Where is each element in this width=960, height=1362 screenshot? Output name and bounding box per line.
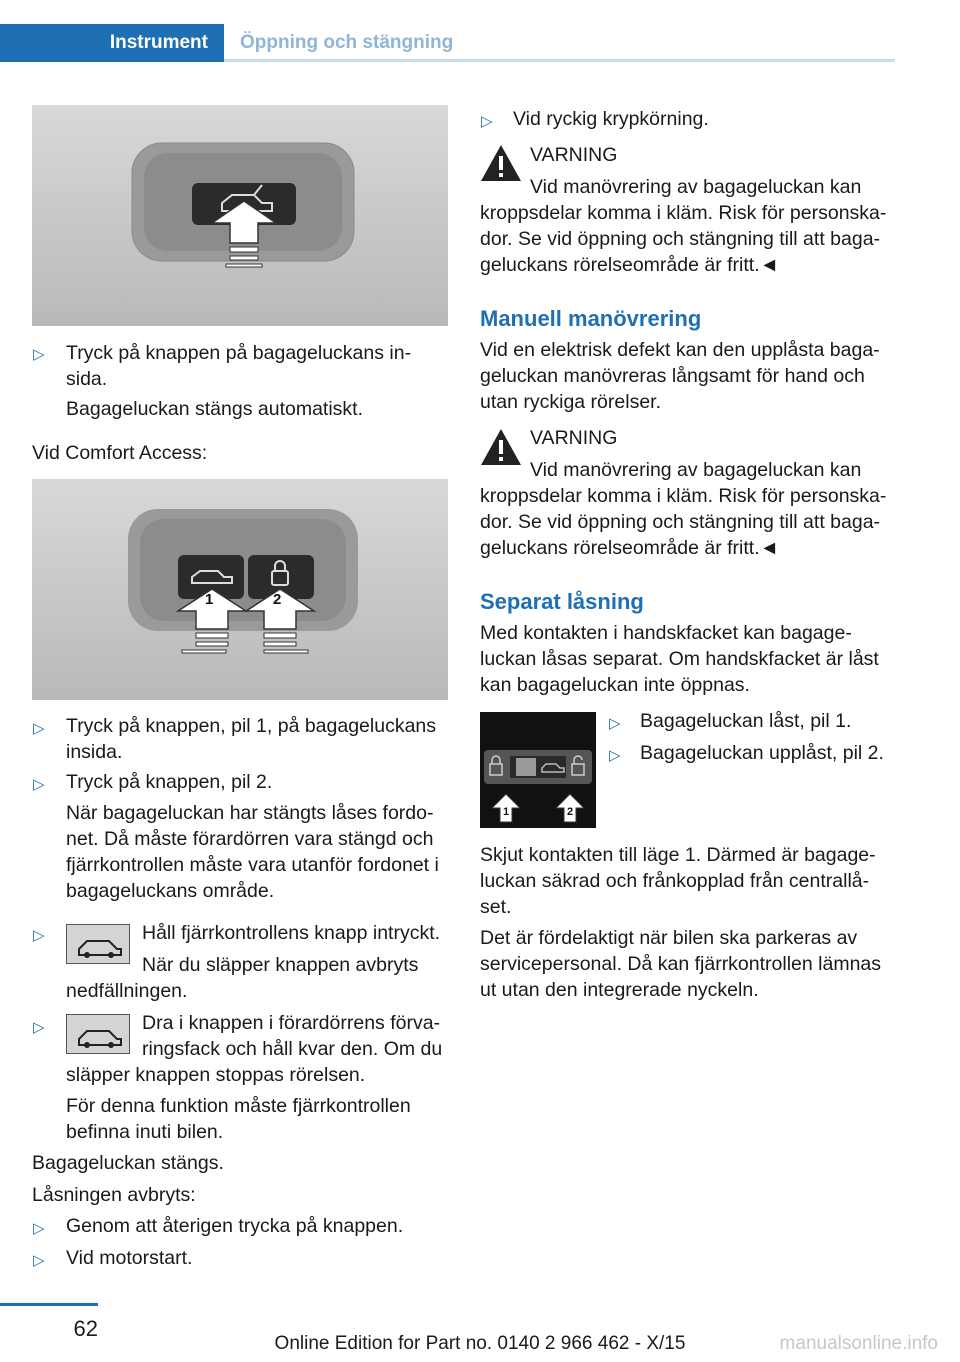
glovebox-switch-photo — [480, 712, 596, 828]
chapter-tab: Öppning och stängning — [240, 32, 454, 53]
bullet-icon: ▷ — [33, 776, 45, 793]
text-line: Dra i knappen i förardörrens förva- — [142, 1012, 441, 1034]
text-line: När bagageluckan har stängts låses fordo- — [66, 802, 434, 824]
bullet-icon: ▷ — [609, 715, 621, 732]
text-line: Tryck på knappen, pil 2. — [66, 771, 273, 793]
warning-icon — [480, 427, 522, 467]
text-line: Vid manövrering av bagageluckan kan — [530, 459, 862, 481]
bullet-icon: ▷ — [33, 1252, 45, 1269]
text-line: Vid ryckig krypkörning. — [513, 108, 709, 130]
text-line: set. — [480, 896, 512, 918]
text-line: Tryck på knappen, pil 1, på bagageluckans — [66, 715, 437, 737]
text-line: net. Då måste förardörren vara stängd och — [66, 828, 434, 850]
section-heading: Separat låsning — [480, 589, 644, 614]
text-line: Vid Comfort Access: — [32, 442, 208, 464]
page-header — [0, 24, 895, 62]
bullet-icon: ▷ — [609, 747, 621, 764]
text-line: Vid motorstart. — [66, 1247, 193, 1269]
text-line: luckan säkrad och frånkopplad från centrallå- — [480, 870, 870, 892]
text-line: ringsfack och håll kvar den. Om du — [142, 1038, 443, 1060]
text-line: nedfällningen. — [66, 980, 188, 1002]
edition-line: Online Edition for Part no. 0140 2 966 462 - X/15 — [274, 1333, 686, 1354]
section-heading: Manuell manövrering — [480, 306, 702, 331]
text-line: servicepersonal. Då kan fjärrkontrollen lämnas — [480, 953, 882, 975]
text-line: dor. Se vid öppning och stängning till att baga- — [480, 228, 881, 250]
text-line: dor. Se vid öppning och stängning till att baga- — [480, 511, 881, 533]
bullet-icon: ▷ — [33, 1220, 45, 1237]
text-line: Håll fjärrkontrollens knapp intryckt. — [142, 922, 441, 944]
text-line: Bagageluckan låst, pil 1. — [640, 710, 852, 732]
footer-rule — [0, 1303, 98, 1306]
watermark: manualsonline.info — [779, 1333, 938, 1354]
bullet-icon: ▷ — [33, 346, 45, 363]
text-line: geluckans rörelseområde är fritt.◄ — [480, 537, 779, 559]
text-line: När du släpper knappen avbryts — [142, 954, 419, 976]
text-line: kan bagageluckan inte öppnas. — [480, 674, 750, 696]
text-line: kroppsdelar komma i kläm. Risk för personska- — [480, 485, 887, 507]
comfort-access-buttons-photo — [32, 479, 448, 700]
warning-title: VARNING — [530, 427, 618, 449]
text-line: Tryck på knappen på bagageluckans in- — [66, 342, 412, 364]
bullet-icon: ▷ — [33, 927, 45, 944]
section-tab: Instrument — [0, 24, 224, 62]
text-line: luckan låsas separat. Om handskfacket är låst — [480, 648, 879, 670]
text-line: bagageluckans område. — [66, 880, 275, 902]
text-line: geluckans rörelseområde är fritt.◄ — [480, 254, 779, 276]
text-line: Genom att återigen trycka på knappen. — [66, 1215, 404, 1237]
text-line: Bagageluckan upplåst, pil 2. — [640, 742, 884, 764]
bullet-icon: ▷ — [33, 1019, 45, 1036]
comfort-access-buttons-illustration — [32, 479, 448, 700]
page-number: 62 — [73, 1316, 98, 1341]
tailgate-button-illustration — [32, 105, 448, 326]
text-line: Med kontakten i handskfacket kan bagage- — [480, 622, 852, 644]
bullet-icon: ▷ — [481, 113, 493, 130]
text-line: För denna funktion måste fjärrkontrollen — [66, 1095, 411, 1117]
bullet-icon: ▷ — [33, 720, 45, 737]
text-line: befinna inuti bilen. — [66, 1121, 224, 1143]
warning-title: VARNING — [530, 144, 618, 166]
car-tailgate-icon — [66, 1014, 130, 1054]
text-line: Bagageluckan stängs automatiskt. — [66, 398, 364, 420]
text-line: släpper knappen stoppas rörelsen. — [66, 1064, 366, 1086]
switch-label-1: 1 — [503, 806, 510, 818]
glovebox-switch-illustration — [480, 712, 596, 828]
text-line: ut utan den integrerade nyckeln. — [480, 979, 759, 1001]
text-line: Bagageluckan stängs. — [32, 1152, 224, 1174]
arrow-label-1: 1 — [205, 591, 214, 608]
text-line: geluckan manövreras långsamt för hand och — [480, 365, 865, 387]
text-line: Vid manövrering av bagageluckan kan — [530, 176, 862, 198]
text-line: insida. — [66, 741, 123, 763]
arrow-label-2: 2 — [273, 591, 282, 608]
text-line: sida. — [66, 368, 108, 390]
text-line: Vid en elektrisk defekt kan den upplåsta baga- — [480, 339, 880, 361]
text-line: fjärrkontrollen måste vara utanför fordonet i — [66, 854, 439, 876]
text-line: Låsningen avbryts: — [32, 1184, 196, 1206]
header-rule — [224, 59, 895, 62]
text-line: Skjut kontakten till läge 1. Därmed är bagage- — [480, 844, 876, 866]
text-line: Det är fördelaktigt när bilen ska parkeras av — [480, 927, 858, 949]
car-tailgate-icon — [66, 924, 130, 964]
switch-label-2: 2 — [567, 806, 574, 818]
text-line: utan ryckiga rörelser. — [480, 391, 661, 413]
text-line: kroppsdelar komma i kläm. Risk för personska- — [480, 202, 887, 224]
warning-icon — [480, 143, 522, 183]
tailgate-button-photo — [32, 105, 448, 326]
